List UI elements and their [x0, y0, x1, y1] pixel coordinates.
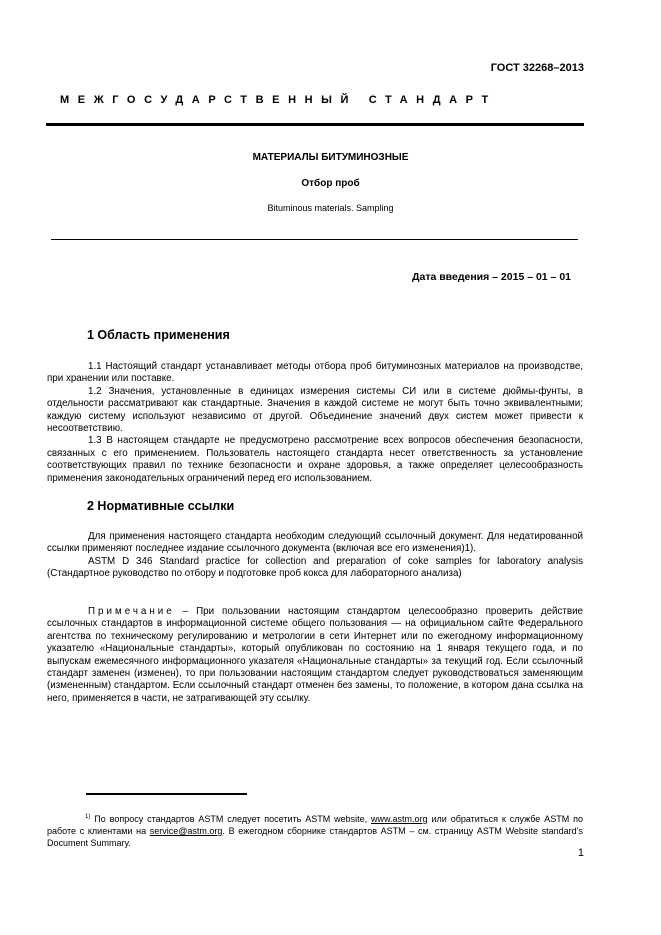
- references-note: [47, 606, 583, 705]
- footnote-text-2: или обратиться к службе ASTM по работе с клиентами на: [47, 814, 583, 836]
- document-number: ГОСТ 32268–2013: [490, 62, 584, 74]
- paragraph-1-1: 1.1 Настоящий стандарт устанавливает методы отбора проб битуминозных материалов на производстве, при хранении или поставке.: [47, 361, 583, 385]
- document-subtitle: Отбор проб: [301, 178, 360, 189]
- footnote-separator: [86, 793, 247, 795]
- header-rule: [46, 123, 584, 126]
- section-heading-scope: 1 Область применения: [87, 328, 230, 342]
- title-divider: [51, 239, 578, 240]
- footnote-marker: 1): [85, 814, 91, 820]
- footnote-text-1: По вопросу стандартов ASTM следует посетить ASTM website,: [90, 814, 372, 824]
- section-scope-body: [47, 361, 583, 485]
- note-text: – При пользовании настоящим стандартом целесообразно проверить действие ссылочных стандартов в информационной системе общего пользования — на официальном сайте Федерального агентства по техническому регулированию и метрологии в сети Интернет или по ежегодному информационному указателю «Национальные стандарты», который опубликован по состоянию на 1 января текущего года, и по выпускам ежемесячного информационного указателя «Национальные стандарты» за текущий год. Если ссылочный стандарт заменен (изменен), то при пользовании настоящим стандартом следует руководствоваться заменяющим (измененным) стандартом. Если ссылочный стандарт отменен без замены, то положение, в котором дана ссылка на него, применяется в части, не затрагивающей эту ссылку.: [47, 606, 583, 704]
- paragraph-1-2: 1.2 Значения, установленные в единицах измерения системы СИ или в системе дюймы-фунты, в отдельности рассматривают как стандартные. Значения в каждой системе не могут быть точно эквивалентными; каждую систему используют независимо от другой. Объединение значений двух систем может привести к несоответствию.: [47, 385, 583, 435]
- page-number: 1: [577, 847, 584, 859]
- english-title: Bituminous materials. Sampling: [267, 203, 394, 213]
- effective-date: Дата введения – 2015 – 01 – 01: [412, 271, 571, 283]
- footnote: [47, 811, 583, 849]
- note-label: Примечание: [88, 606, 175, 617]
- astm-website-link[interactable]: www.astm.org: [371, 814, 428, 824]
- reference-astm-d346: ASTM D 346 Standard practice for collection and preparation of coke samples for laboratory analysis (Стандартное руководство по отбору и подготовке проб кокса для лабораторного анализа): [47, 555, 583, 580]
- section-references-body: [47, 531, 583, 581]
- astm-email-link[interactable]: service@astm.org: [149, 826, 223, 836]
- paragraph-1-3: 1.3 В настоящем стандарте не предусмотрено рассмотрение всех вопросов обеспечения безопасности, связанных с его применением. Пользователь настоящего стандарта несет ответственность за установление соответствующих правил по технике безопасности и охране здоровья, а также определяет целесообразность применения законодательных ограничений перед его использованием.: [47, 435, 583, 484]
- footnote-text-3: . В ежегодном сборнике стандартов ASTM – см. страницу ASTM Website standard’s Document Summary.: [47, 826, 583, 848]
- standard-type-banner: МЕЖГОСУДАРСТВЕННЫЙ СТАНДАРТ: [60, 94, 497, 106]
- references-intro: Для применения настоящего стандарта необходим следующий ссылочный документ. Для недатированной ссылки применяют последнее издание ссылочного документа (включая все его изменения)1).: [47, 531, 583, 555]
- section-heading-references: 2 Нормативные ссылки: [87, 499, 235, 513]
- document-title: МАТЕРИАЛЫ БИТУМИНОЗНЫЕ: [252, 152, 409, 163]
